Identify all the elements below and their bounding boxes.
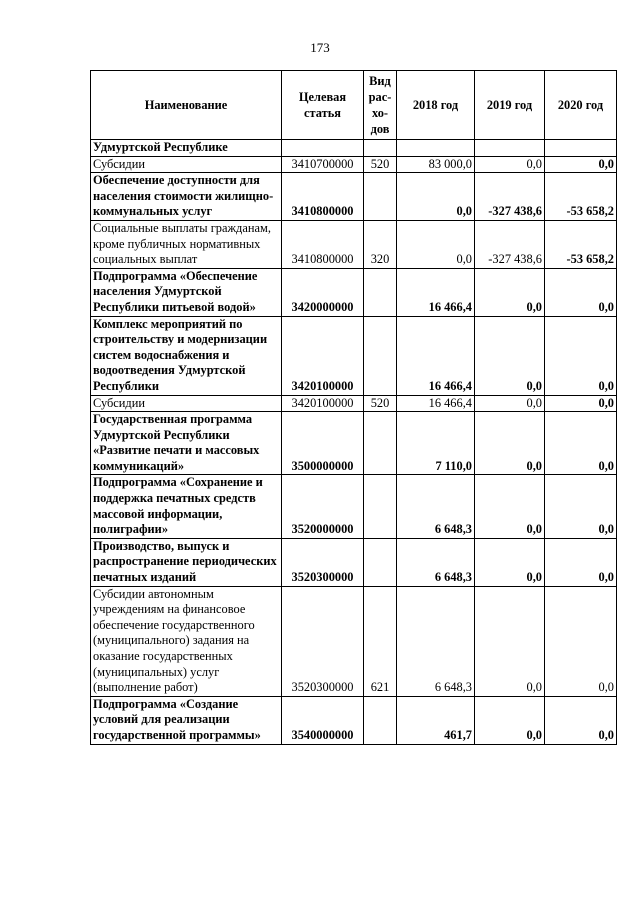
- row-name: Субсидии: [91, 156, 282, 173]
- row-2020: 0,0: [545, 412, 617, 475]
- table-row: [91, 696, 617, 744]
- row-2020: 0,0: [545, 395, 617, 412]
- row-name: Субсидии: [91, 395, 282, 412]
- row-2018: 7 110,0: [397, 412, 475, 475]
- row-2020: 0,0: [545, 586, 617, 696]
- row-2019: -327 438,6: [475, 173, 545, 221]
- row-2018: 0,0: [397, 220, 475, 268]
- row-name: Подпрограмма «Сохранение и поддержка печатных средств массовой информации, полиграфии»: [91, 475, 282, 538]
- row-code: 3410700000: [282, 156, 364, 173]
- header-2018: 2018 год: [397, 71, 475, 140]
- row-2019: 0,0: [475, 156, 545, 173]
- header-2019: 2019 год: [475, 71, 545, 140]
- row-type: 520: [364, 156, 397, 173]
- row-type: [364, 412, 397, 475]
- row-2020: [545, 140, 617, 157]
- row-2018: 16 466,4: [397, 395, 475, 412]
- row-name: Обеспечение доступности для населения стоимости жилищно-коммунальных услуг: [91, 173, 282, 221]
- row-2020: 0,0: [545, 696, 617, 744]
- row-2020: 0,0: [545, 156, 617, 173]
- row-2019: 0,0: [475, 586, 545, 696]
- row-2020: -53 658,2: [545, 173, 617, 221]
- table-row: [91, 412, 617, 475]
- row-2018: 461,7: [397, 696, 475, 744]
- row-code: 3520000000: [282, 475, 364, 538]
- row-type: [364, 696, 397, 744]
- row-2018: 83 000,0: [397, 156, 475, 173]
- table-row: [91, 538, 617, 586]
- row-2019: -327 438,6: [475, 220, 545, 268]
- row-2019: 0,0: [475, 268, 545, 316]
- row-name: Производство, выпуск и распространение периодических печатных изданий: [91, 538, 282, 586]
- table-row: [91, 395, 617, 412]
- header-type: Вид рас-хо-дов: [364, 71, 397, 140]
- row-type: [364, 268, 397, 316]
- budget-table: [90, 70, 617, 745]
- table-row: [91, 220, 617, 268]
- row-2019: 0,0: [475, 538, 545, 586]
- table-row: [91, 268, 617, 316]
- row-2020: 0,0: [545, 316, 617, 395]
- table-row: [91, 475, 617, 538]
- row-code: 3500000000: [282, 412, 364, 475]
- row-2018: 6 648,3: [397, 475, 475, 538]
- header-code: Целевая статья: [282, 71, 364, 140]
- row-code: 3420100000: [282, 395, 364, 412]
- row-code: 3420100000: [282, 316, 364, 395]
- row-2018: [397, 140, 475, 157]
- row-type: 320: [364, 220, 397, 268]
- header-2020: 2020 год: [545, 71, 617, 140]
- row-type: [364, 140, 397, 157]
- row-2019: 0,0: [475, 475, 545, 538]
- header-name: Наименование: [91, 71, 282, 140]
- row-name: Подпрограмма «Создание условий для реализации государственной программы»: [91, 696, 282, 744]
- row-2018: 0,0: [397, 173, 475, 221]
- table-row: [91, 140, 617, 157]
- row-2020: -53 658,2: [545, 220, 617, 268]
- row-type: [364, 316, 397, 395]
- row-code: 3520300000: [282, 586, 364, 696]
- row-type: [364, 475, 397, 538]
- row-code: 3410800000: [282, 220, 364, 268]
- row-name: Государственная программа Удмуртской Республики «Развитие печати и массовых коммуникаций»: [91, 412, 282, 475]
- row-2020: 0,0: [545, 268, 617, 316]
- row-name: Удмуртской Республике: [91, 140, 282, 157]
- row-type: [364, 173, 397, 221]
- row-2018: 16 466,4: [397, 268, 475, 316]
- table-row: [91, 173, 617, 221]
- table-header-row: [91, 71, 617, 140]
- table-row: [91, 316, 617, 395]
- row-code: 3410800000: [282, 173, 364, 221]
- row-2018: 6 648,3: [397, 538, 475, 586]
- row-2020: 0,0: [545, 538, 617, 586]
- row-type: [364, 538, 397, 586]
- row-2018: 16 466,4: [397, 316, 475, 395]
- row-2020: 0,0: [545, 475, 617, 538]
- row-code: 3420000000: [282, 268, 364, 316]
- row-2019: 0,0: [475, 696, 545, 744]
- table-row: [91, 156, 617, 173]
- row-2019: 0,0: [475, 412, 545, 475]
- row-name: Комплекс мероприятий по строительству и модернизации систем водоснабжения и водоотведения Удмуртской Республики: [91, 316, 282, 395]
- row-2019: 0,0: [475, 395, 545, 412]
- row-code: 3540000000: [282, 696, 364, 744]
- table-row: [91, 586, 617, 696]
- row-2019: 0,0: [475, 316, 545, 395]
- row-code: [282, 140, 364, 157]
- row-2019: [475, 140, 545, 157]
- row-type: 520: [364, 395, 397, 412]
- page-number: 173: [310, 40, 330, 55]
- row-code: 3520300000: [282, 538, 364, 586]
- row-2018: 6 648,3: [397, 586, 475, 696]
- row-name: Субсидии автономным учреждениям на финансовое обеспечение государственного (муниципального) задания на оказание государственных (муниципальных) услуг (выполнение работ): [91, 586, 282, 696]
- row-type: 621: [364, 586, 397, 696]
- row-name: Социальные выплаты гражданам, кроме публичных нормативных социальных выплат: [91, 220, 282, 268]
- row-name: Подпрограмма «Обеспечение населения Удмуртской Республики питьевой водой»: [91, 268, 282, 316]
